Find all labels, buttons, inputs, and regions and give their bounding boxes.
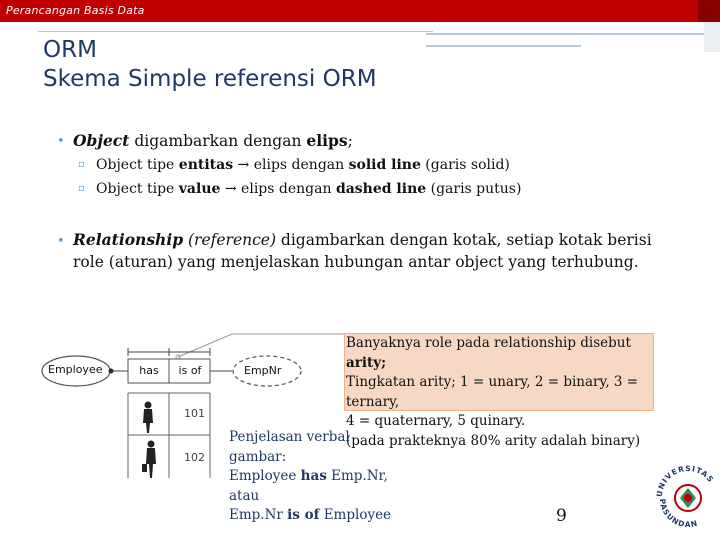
- sub-text: → elips dengan: [233, 157, 349, 173]
- sub-text: (garis solid): [420, 157, 510, 173]
- page-number: 9: [556, 506, 567, 526]
- note-line: Banyaknya role pada relationship disebut: [346, 335, 631, 351]
- note-line: (pada prakteknya 80% arity adalah binary): [346, 432, 641, 449]
- value-label: EmpNr: [244, 364, 282, 377]
- explanation-text: Emp.Nr: [229, 507, 288, 523]
- university-logo-icon: [650, 455, 720, 540]
- term-object: Object: [73, 131, 130, 150]
- note-line: Tingkatan arity; 1 = unary, 2 = binary, 3 =: [346, 374, 639, 390]
- explanation-line: Penjelasan verbal: [229, 429, 350, 445]
- person-icon: [143, 402, 153, 434]
- entity-label: Employee: [48, 363, 103, 376]
- explanation-line: [229, 506, 419, 526]
- role-label-is-of: is of: [178, 364, 202, 377]
- bullet-dot-icon: •: [57, 134, 65, 149]
- title-line-1: ORM: [43, 37, 97, 63]
- explanation-text: Employee: [319, 507, 392, 523]
- explanation-line: gambar:: [229, 448, 287, 465]
- bullet-bold: elips: [306, 131, 348, 150]
- bullet-text: digambarkan dengan: [129, 132, 307, 150]
- sub-text: Object tipe: [96, 181, 179, 197]
- note-line: ternary,: [346, 393, 400, 410]
- sub-bullet-icon: ▫: [78, 183, 85, 194]
- logo-text-top: UNIVERSITAS: [654, 463, 716, 498]
- explanation-bold: has: [300, 468, 327, 484]
- verbal-explanation: [229, 428, 419, 526]
- population-value-102: 102: [184, 451, 205, 464]
- sub-text: → elips dengan: [220, 181, 336, 197]
- callout-line: [178, 334, 232, 357]
- sub-bold: solid line: [348, 157, 421, 173]
- population-value-101: 101: [184, 407, 205, 420]
- sub-text: Object tipe: [96, 157, 179, 173]
- person-icon: [142, 441, 156, 479]
- sub-bold: entitas: [178, 157, 234, 173]
- note-line: 4 = quaternary, 5 quinary.: [346, 413, 526, 429]
- bullet-text: ;: [347, 132, 353, 150]
- explanation-text: Employee: [229, 468, 301, 484]
- sub-text: (garis putus): [426, 181, 522, 197]
- explanation-line: [229, 467, 419, 487]
- sub-bold: value: [178, 181, 221, 197]
- logo-text-bottom: PASUNDAN: [657, 498, 700, 530]
- bullet-text: digambarkan dengan kotak, setiap kotak berisi: [276, 231, 652, 249]
- sub-bold: dashed line: [335, 181, 427, 197]
- role-label-has: has: [139, 364, 159, 377]
- explanation-text: Emp.Nr,: [326, 468, 388, 484]
- bullet-text: role (aturan) yang menjelaskan hubungan antar object yang terhubung.: [73, 253, 639, 271]
- course-title: Perancangan Basis Data: [6, 4, 145, 17]
- term-reference: (reference): [183, 231, 276, 249]
- explanation-line: atau: [229, 487, 260, 504]
- explanation-bold: is of: [287, 507, 320, 523]
- bullet-dot-icon: •: [57, 234, 65, 249]
- term-relationship: Relationship: [73, 230, 184, 249]
- sub-bullet-icon: ▫: [78, 159, 85, 170]
- title-line-2: Skema Simple referensi ORM: [43, 66, 377, 92]
- note-line: arity;: [346, 354, 387, 371]
